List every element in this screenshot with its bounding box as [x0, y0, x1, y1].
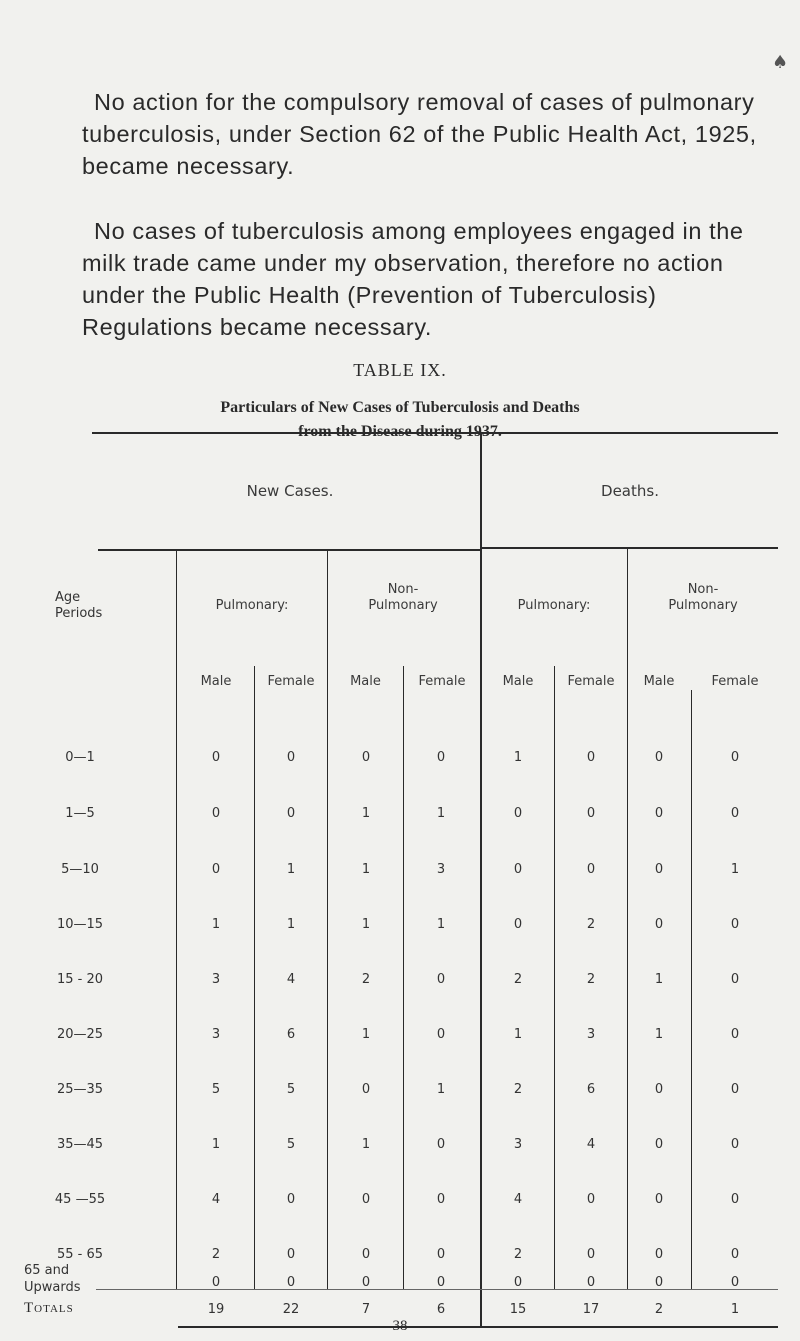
table-cell: 3: [513, 1137, 523, 1152]
sex-label: Female: [711, 674, 759, 689]
total-cell: 22: [282, 1302, 300, 1317]
table-cell: 4: [586, 1137, 596, 1152]
table-cell: 3: [586, 1027, 596, 1042]
age-period-label: 35—45: [56, 1137, 104, 1152]
table-cell: 0: [654, 1192, 664, 1207]
table-cell: 2: [586, 972, 596, 987]
table-cell: 0: [586, 1275, 596, 1290]
table-cell: 2: [361, 972, 371, 987]
table-cell: 0: [654, 1137, 664, 1152]
table-cell: 0: [730, 972, 740, 987]
total-cell: 17: [582, 1302, 600, 1317]
table-cell: 6: [286, 1027, 296, 1042]
deaths-header: Deaths.: [601, 482, 659, 500]
table-cell: 0: [730, 1275, 740, 1290]
new-nonpulmonary-header-line-2: Pulmonary: [368, 598, 438, 613]
newcases-pulm-sex-divider: [254, 666, 255, 1289]
age-period-label: 10—15: [56, 917, 104, 932]
table-cell: 1: [436, 917, 446, 932]
table-cell: 2: [513, 972, 523, 987]
table-title: TABLE IX.: [353, 360, 447, 380]
table-cell: 1: [211, 917, 221, 932]
new-pulmonary-header: Pulmonary:: [215, 598, 289, 613]
totals-label: Totals: [24, 1300, 74, 1316]
table-cell: 0: [730, 1192, 740, 1207]
table-cell: 1: [654, 972, 664, 987]
age-period-label: 5—10: [61, 862, 99, 877]
table-cell: 0: [436, 972, 446, 987]
table-cell: 1: [361, 862, 371, 877]
age-period-label: 25—35: [56, 1082, 104, 1097]
table-cell: 0: [730, 917, 740, 932]
total-cell: 19: [207, 1302, 225, 1317]
age-period-label: 20—25: [56, 1027, 104, 1042]
sex-label: Male: [643, 674, 675, 689]
table-cell: 0: [654, 806, 664, 821]
paragraph-2: No cases of tuberculosis among employees engaged in the milk trade came under my observation, therefore no action under the Public Health (Prevention of Tuberculosis) Regulations became necessary.: [82, 218, 744, 340]
deaths-nonpulm-sex-divider: [691, 690, 692, 1290]
table-cell: 3: [211, 1027, 221, 1042]
table-subtitle-line-1: Particulars of New Cases of Tuberculosis and Deaths: [220, 399, 580, 416]
table-cell: 0: [361, 1247, 371, 1262]
table-cell: 0: [361, 750, 371, 765]
table-cell: 0: [211, 750, 221, 765]
table-cell: 1: [286, 862, 296, 877]
table-cell: 0: [586, 1247, 596, 1262]
table-cell: 0: [654, 1247, 664, 1262]
table-cell: 0: [730, 806, 740, 821]
table-cell: 1: [513, 750, 523, 765]
sex-label: Male: [502, 674, 534, 689]
table-cell: 6: [586, 1082, 596, 1097]
table-cell: 2: [513, 1247, 523, 1262]
table-cell: 0: [436, 1137, 446, 1152]
sex-label: Male: [200, 674, 232, 689]
deaths-nonpulm-divider: [627, 549, 628, 1289]
table-cell: 0: [361, 1275, 371, 1290]
table-cell: 1: [211, 1137, 221, 1152]
table-cell: 2: [513, 1082, 523, 1097]
table-cell: 5: [286, 1082, 296, 1097]
table-top-rule: [92, 432, 778, 434]
table-cell: 0: [586, 750, 596, 765]
table-cell: 1: [361, 917, 371, 932]
table-cell: 0: [730, 1082, 740, 1097]
deaths-pulm-sex-divider: [554, 666, 555, 1289]
page-number: 38: [392, 1318, 408, 1334]
table-cell: 0: [211, 806, 221, 821]
table-cell: 0: [286, 1275, 296, 1290]
paragraph-1: No action for the compulsory removal of cases of pulmonary tuberculosis, under Section 62 of the Public Health Act, 1925, became necessary.: [82, 89, 757, 179]
total-cell: 7: [361, 1302, 371, 1317]
table-cell: 0: [436, 1192, 446, 1207]
new-nonpulmonary-header-line-1: Non-: [387, 582, 419, 597]
sex-label: Female: [267, 674, 315, 689]
table-cell: 2: [586, 917, 596, 932]
table-cell: 0: [654, 917, 664, 932]
table-cell: 0: [654, 862, 664, 877]
table-cell: 5: [211, 1082, 221, 1097]
table-cell: 0: [513, 806, 523, 821]
new-nonpulmonary-header: [328, 582, 478, 614]
table-cell: 1: [730, 862, 740, 877]
sex-label: Female: [567, 674, 615, 689]
table-cell: 0: [286, 1192, 296, 1207]
sex-label: Male: [350, 674, 381, 689]
table-cell: 0: [286, 806, 296, 821]
group-divider-rule: [480, 433, 482, 1327]
age-period-label-line-2: Upwards: [24, 1280, 81, 1295]
deaths-nonpulmonary-header: [628, 582, 778, 614]
table-cell: 0: [436, 1275, 446, 1290]
sex-label: Female: [418, 674, 466, 689]
table-cell: 0: [513, 1275, 523, 1290]
age-period-label-line-1: 65 and: [24, 1263, 70, 1278]
newcases-nonpulm-divider: [327, 549, 328, 1289]
table-cell: 0: [586, 862, 596, 877]
table-cell: 0: [586, 1192, 596, 1207]
newcases-nonpulm-sex-divider: [403, 666, 404, 1289]
table-cell: 0: [730, 750, 740, 765]
table-cell: 0: [730, 1137, 740, 1152]
table-cell: 0: [286, 1247, 296, 1262]
table-cell: 1: [361, 1027, 371, 1042]
table-cell: 0: [286, 750, 296, 765]
table-cell: 1: [286, 917, 296, 932]
table-cell: 0: [436, 1027, 446, 1042]
total-cell: 1: [730, 1302, 740, 1317]
age-period-label: 1—5: [65, 806, 95, 821]
table-cell: 1: [436, 1082, 446, 1097]
deaths-pulmonary-header: Pulmonary:: [517, 598, 591, 613]
deaths-underline: [482, 547, 778, 549]
table-cell: 0: [211, 862, 221, 877]
table-cell: 0: [436, 1247, 446, 1262]
table-cell: 0: [654, 1082, 664, 1097]
table-cell: 1: [436, 806, 446, 821]
table-cell: 0: [654, 1275, 664, 1290]
age-period-label: [24, 1262, 81, 1296]
table-cell: 0: [361, 1082, 371, 1097]
age-header-line-1: Age: [55, 590, 81, 605]
age-header-line-2: Periods: [55, 606, 103, 621]
table-cell: 3: [211, 972, 221, 987]
age-period-label: 0—1: [65, 750, 95, 765]
age-header: [55, 590, 102, 622]
table-cell: 0: [361, 1192, 371, 1207]
total-cell: 2: [654, 1302, 664, 1317]
table-cell: 4: [286, 972, 296, 987]
table-cell: 1: [654, 1027, 664, 1042]
deaths-nonpulmonary-header-line-1: Non-: [687, 582, 719, 597]
total-cell: 6: [436, 1302, 446, 1317]
new-cases-header: New Cases.: [246, 482, 334, 500]
table-cell: 0: [513, 862, 523, 877]
total-cell: 15: [509, 1302, 527, 1317]
deaths-nonpulmonary-header-line-2: Pulmonary: [668, 598, 738, 613]
newcases-pulm-divider: [176, 549, 177, 1289]
table-cell: 0: [586, 806, 596, 821]
age-period-label: 55 - 65: [56, 1247, 104, 1262]
table-cell: 1: [361, 806, 371, 821]
table-cell: 0: [654, 750, 664, 765]
table-cell: 1: [513, 1027, 523, 1042]
table-cell: 0: [730, 1027, 740, 1042]
age-period-label: 15 - 20: [56, 972, 104, 987]
table-cell: 0: [730, 1247, 740, 1262]
table-cell: 0: [211, 1275, 221, 1290]
table-cell: 2: [211, 1247, 221, 1262]
table-cell: 5: [286, 1137, 296, 1152]
table-cell: 0: [436, 750, 446, 765]
table-cell: 3: [436, 862, 446, 877]
new-cases-underline: [98, 549, 480, 551]
age-period-label: 45 —55: [54, 1192, 106, 1207]
table-cell: 0: [513, 917, 523, 932]
table-cell: 1: [361, 1137, 371, 1152]
table-cell: 4: [513, 1192, 523, 1207]
corner-mark: ♠: [772, 52, 789, 73]
table-cell: 4: [211, 1192, 221, 1207]
